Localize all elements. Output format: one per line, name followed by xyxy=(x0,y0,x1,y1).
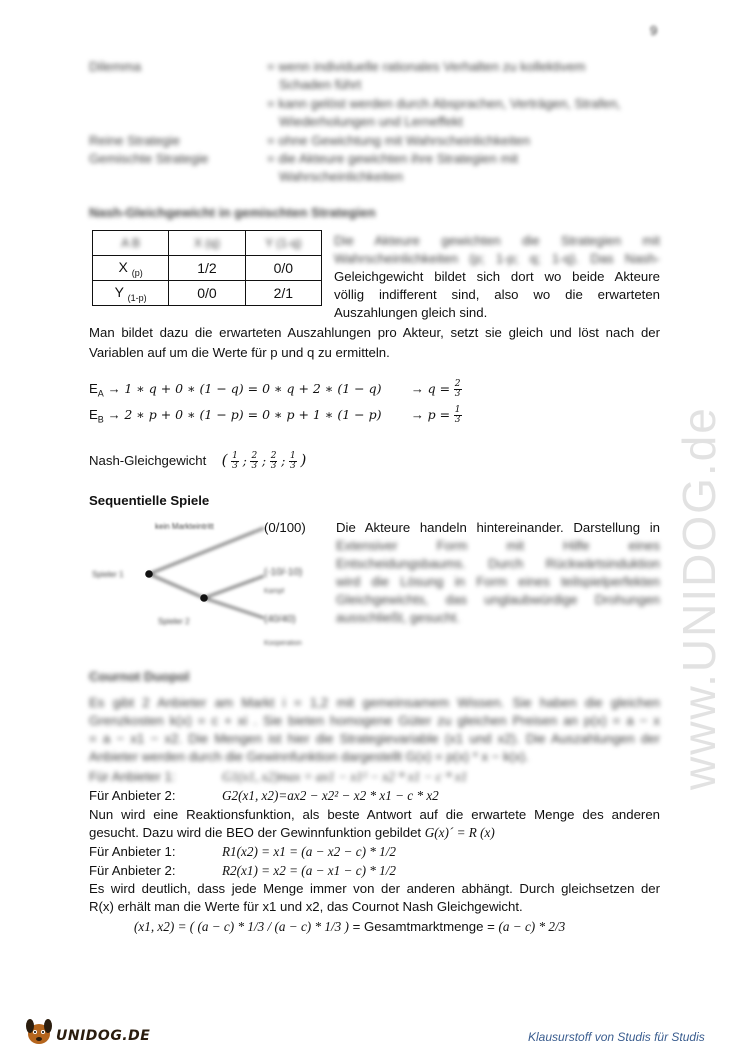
table-header-cell: A B xyxy=(93,231,169,256)
footer-tagline: Klausurstoff von Studis für Studis xyxy=(528,1030,705,1044)
table-cell: 0/0 xyxy=(169,281,245,306)
text-line: Man bildet dazu die erwarteten Auszahlungen pro Akteur, setzt sie gleich und löst nach der xyxy=(89,325,660,340)
tree-label: Spieler 1 xyxy=(92,570,124,579)
tree-node xyxy=(145,570,153,578)
text-line: Gleichgewichts, das unglaubwürdige Drohungen xyxy=(336,592,660,607)
text-line: Es gibt 2 Anbieter am Markt i = 1,2 mit gemeinsamem Wissen. Sie haben die gleichen xyxy=(89,695,660,710)
text-line: Anbieter werden durch die Gewinnfunktion dargestellt G(x) = p(x) * x − k(x). xyxy=(89,749,529,764)
definition-line: = die Akteure gewichten ihre Strategien mit xyxy=(267,151,519,166)
arrow-icon: → xyxy=(107,407,121,422)
arrow-icon: → xyxy=(410,381,424,396)
text-line: Entscheidungsbaums. Durch Rückwärtsinduktion xyxy=(336,556,660,571)
text-line: Wahrscheinlichkeiten (p; 1-p; q; 1-q). Das Nash- xyxy=(334,251,660,266)
table-cell: 1/2 xyxy=(169,256,245,281)
definition-term: Dilemma xyxy=(89,59,142,74)
nash-full-text xyxy=(89,324,660,362)
definition-line: = kann gelöst werden durch Absprachen, Verträgen, Strafen, xyxy=(267,96,621,111)
profit-label: Für Anbieter 2: xyxy=(89,788,176,803)
reaction-label: Für Anbieter 1: xyxy=(89,844,176,859)
text-line: Geleichgewicht bildet sich dort wo beide Akteure xyxy=(334,269,660,284)
arrow-icon: → xyxy=(410,407,424,422)
sequential-heading: Sequentielle Spiele xyxy=(89,493,210,508)
tree-payoff: (0/100) xyxy=(264,520,306,535)
tree-label: Kooperation xyxy=(264,640,302,647)
table-header-row xyxy=(93,231,322,256)
reaction-label: Für Anbieter 2: xyxy=(89,863,176,878)
reaction-text xyxy=(89,806,660,842)
definition-line: Wahrscheinlichkeiten xyxy=(279,169,404,184)
tree-label: kein Markteintritt xyxy=(155,522,214,531)
tree-branch xyxy=(204,598,264,618)
equation-ea: $E_A \to 1$ ∗ q + 0 ∗ (1 − q) = 0 ∗ q + 2 ∗ (1 − q) → q = $\frac{2}{3}$ xyxy=(89,379,461,400)
row-label: X $_{(p)}$ xyxy=(93,256,169,281)
text-line: Grenzkosten k(x) = c + xi . Sie bieten homogene Güter zu gleichen Preisen an p(x) = a − x xyxy=(89,713,660,728)
nash-equilibrium: Nash-Gleichgewicht ( $\frac{1}{3}$ ; $\frac{2}{3}$ ; $\frac{2}{3}$ ; $\frac{1}{3}$ ) xyxy=(89,451,307,472)
profit-formula: G2(x1, x2)=ax2 − x2² − x2 * x1 − c * x2 xyxy=(222,788,439,803)
tree-branch xyxy=(149,574,204,598)
text-line: ausschließt, gesucht. xyxy=(336,610,460,625)
tree-node xyxy=(200,594,208,602)
text-line: Extensiver Form mit Hilfe eines xyxy=(336,538,660,553)
table-cell: 0/0 xyxy=(245,256,321,281)
reaction-formula: R2(x1) = x2 = (a − x1 − c) * 1/2 xyxy=(222,863,397,878)
page-number: 9 xyxy=(650,23,658,38)
definition-line: Wiederholungen und Lerneffekt xyxy=(279,114,463,129)
tree-label: Kampf xyxy=(264,588,285,595)
row-label: Y $_{(1-p)}$ xyxy=(93,281,169,306)
tree-label: Spieler 2 xyxy=(158,617,190,626)
definition-line: = wenn individuelle rationales Verhalten zu kollektivem xyxy=(267,59,586,74)
text-line: wird die Lösung in Form eines teilspielperfekten xyxy=(336,574,660,589)
footer-logo xyxy=(22,1014,162,1054)
tree-branch xyxy=(149,528,264,574)
text-line: Auszahlungen gleich sind. xyxy=(334,305,488,320)
tree-payoff: (40/40) xyxy=(264,614,296,625)
definition-term: Gemischte Strategie xyxy=(89,151,209,166)
table-header-cell: Y (1-q) xyxy=(245,231,321,256)
nash-heading: Nash-Gleichgewicht in gemischten Strategien xyxy=(89,205,376,220)
logo-text: UNIDOG.DE xyxy=(56,1028,151,1044)
sequential-text xyxy=(336,519,660,627)
text-line: R(x) erhält man die Werte für x1 und x2, das Cournot Nash Gleichgewicht. xyxy=(89,899,523,914)
text-line: Variablen auf um die Werte für p und q zu ermitteln. xyxy=(89,345,390,360)
table-header-cell: X (q) xyxy=(169,231,245,256)
arrow-icon: → xyxy=(107,381,121,396)
text-line: Die Akteure handeln hintereinander. Darstellung in xyxy=(336,520,660,535)
profit-formula: G1(x1, x2)max = ax1 − x1² − x2 * x1 − c * x1 xyxy=(222,769,468,784)
text-line: völlig indifferent sind, also wo die erwarteten xyxy=(334,287,660,302)
definition-line: = ohne Gewichtung mit Wahrscheinlichkeiten xyxy=(267,133,531,148)
table-cell: 2/1 xyxy=(245,281,321,306)
text-line: gesucht. Dazu wird die BEO der Gewinnfunktion gebildet G(x)´ = R (x) xyxy=(89,825,495,840)
reaction-formula: R1(x2) = x1 = (a − x2 − c) * 1/2 xyxy=(222,844,397,859)
text-line: Die Akteure gewichten die Strategien mit xyxy=(334,233,660,248)
tree-payoff: (-10/-10) xyxy=(264,567,303,578)
tree-branch xyxy=(204,576,264,598)
definition-term: Reine Strategie xyxy=(89,133,180,148)
dog-logo-icon xyxy=(22,1014,56,1048)
game-tree xyxy=(89,518,329,656)
table-row xyxy=(93,281,322,306)
watermark: www.UNIDOG.de xyxy=(673,406,725,790)
cournot-intro xyxy=(89,694,660,766)
equation-eb: $E_B \to 2$ ∗ p + 0 ∗ (1 − p) = 0 ∗ p + 1 ∗ (1 − p) → p = $\frac{1}{3}$ xyxy=(89,405,461,426)
payoff-table xyxy=(92,230,322,306)
table-row xyxy=(93,256,322,281)
conclusion-text xyxy=(89,880,660,916)
cournot-heading: Cournot Duopol xyxy=(89,669,190,684)
text-line: Es wird deutlich, dass jede Menge immer von der anderen abhängt. Durch gleichsetzen der xyxy=(89,881,660,896)
cournot-equilibrium: (x1, x2) = ( (a − c) * 1/3 / (a − c) * 1/3 ) = Gesamtmarktmenge = (a − c) * 2/3 xyxy=(134,919,566,934)
definition-line: Schaden führt xyxy=(279,77,362,92)
profit-label: Für Anbieter 1: xyxy=(89,769,176,784)
text-line: = a − x1 − x2. Die Mengen ist hier die Strategievariable (x1 und x2). Die Auszahlungen der xyxy=(89,731,660,746)
text-line: Nun wird eine Reaktionsfunktion, als beste Antwort auf die erwartete Menge des anderen xyxy=(89,807,660,822)
nash-side-text xyxy=(334,232,660,322)
